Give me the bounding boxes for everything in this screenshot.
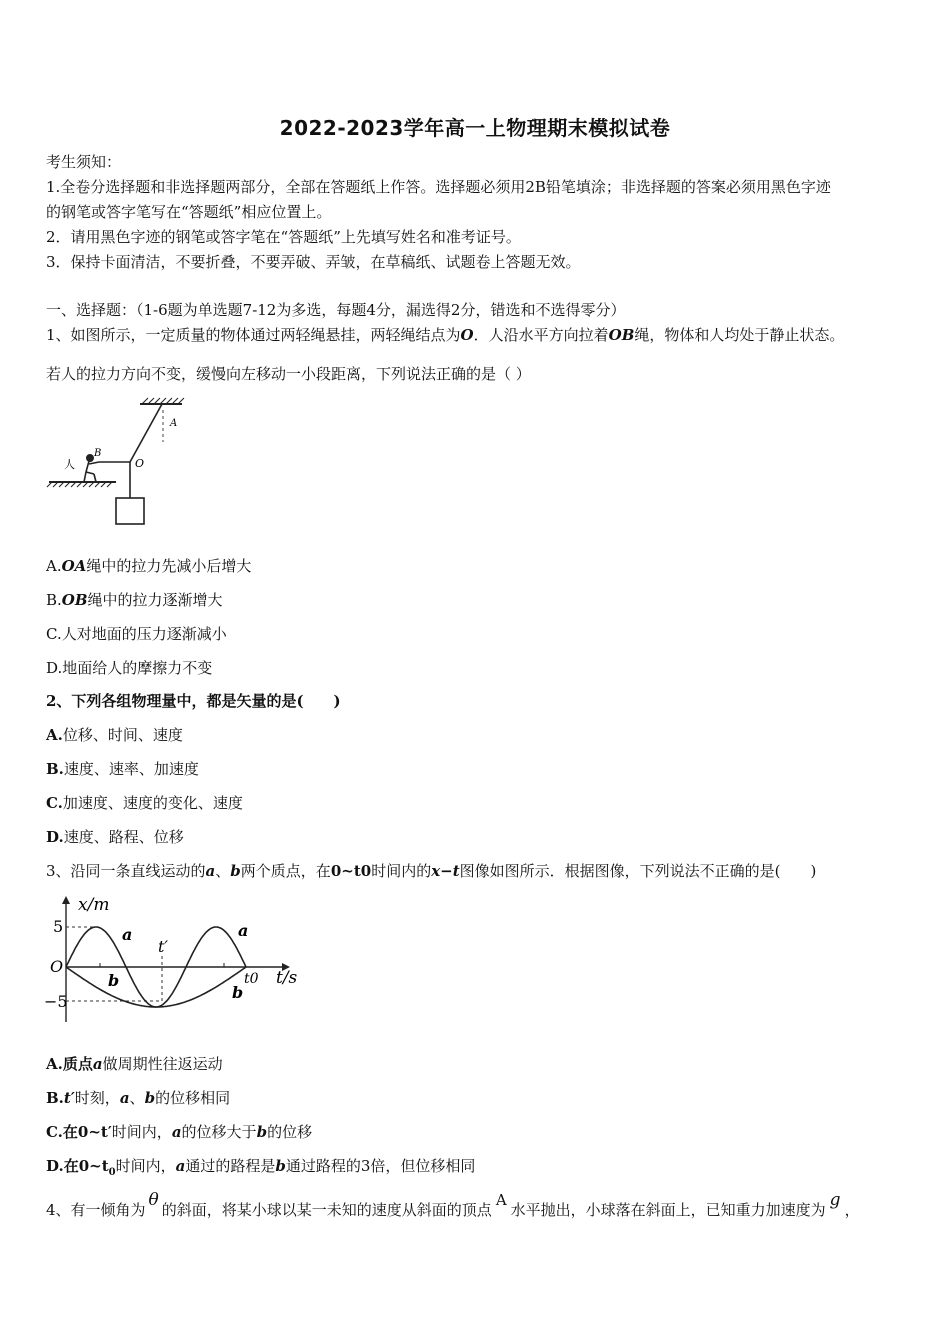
notice-heading: 考生须知： (46, 153, 122, 171)
tick-y-neg5: −5 (44, 992, 68, 1011)
tick-y-5: 5 (53, 917, 64, 936)
tick-t-prime: t′ (158, 937, 169, 956)
q3-option-a: A.质点a做周期性往返运动 (46, 1055, 223, 1073)
q2-option-c: C.加速度、速度的变化、速度 (46, 794, 243, 812)
label-B: B (94, 448, 102, 459)
y-axis-arrow (62, 896, 70, 904)
q1-figure (44, 396, 194, 531)
q2-option-a: A.位移、时间、速度 (46, 726, 183, 744)
page-title: 2022-2023学年高一上物理期末模拟试卷 (279, 116, 671, 140)
q2-option-b: B.速度、速率、加速度 (46, 760, 199, 778)
q3-stem: 3、沿同一条直线运动的a、b两个质点，在0~t0时间内的x−t图像如图所示．根据图像，下列说法不正确的是( ) (46, 862, 817, 880)
label-person: 人 (64, 458, 75, 471)
y-axis-label: x/m (78, 895, 110, 915)
xt-chart (44, 890, 314, 1025)
series-b-label-2: b (232, 983, 244, 1002)
hanging-block (116, 498, 144, 524)
q2-stem: 2、下列各组物理量中，都是矢量的是( ) (46, 692, 341, 710)
q3-option-b: B.t′时刻，a、b的位移相同 (46, 1089, 231, 1107)
q1-option-c: C.人对地面的压力逐渐减小 (46, 625, 227, 643)
tick-origin: O (50, 957, 64, 976)
series-a-label-1: a (122, 925, 133, 944)
tick-t0: t0 (244, 971, 259, 987)
notice-line-1: 1.全卷分选择题和非选择题两部分，全部在答题纸上作答。选择题必须用2B铅笔填涂；非选择题的答案必须用黑色字迹 (46, 178, 831, 196)
q3-option-d: D.在$0\sim t_0$时间内，a通过的路程是b通过路程的3倍，但位移相同 (46, 1157, 476, 1178)
notice-line-1b: 的钢笔或答字笔写在“答题纸”相应位置上。 (46, 203, 332, 221)
q1-stem-line-2: 若人的拉力方向不变，缓慢向左移动一小段距离，下列说法正确的是（ ） (46, 365, 531, 383)
notice-line-2: 2．请用黑色字迹的钢笔或答字笔在“答题纸”上先填写姓名和准考证号。 (46, 228, 521, 246)
section-heading: 一、选择题：（1-6题为单选题7-12为多选，每题4分，漏选得2分，错选和不选得零分） (46, 301, 626, 319)
label-A: A (170, 418, 178, 429)
q1-stem: 1、如图所示，一定质量的物体通过两轻绳悬挂，两轻绳结点为O．人沿水平方向拉着OB绳，物体和人均处于静止状态。 (46, 326, 845, 344)
x-axis-label: t/s (276, 968, 298, 988)
q2-option-d: D.速度、路程、位移 (46, 828, 184, 846)
series-b-label-1: b (108, 971, 120, 990)
q4-stem: 4、有一倾角为 θ 的斜面，将某小球以某一未知的速度从斜面的顶点A水平抛出，小球落在斜面上，已知重力加速度为 g ， (46, 1190, 860, 1219)
q3-option-c: C.在0~t′时间内，a的位移大于b的位移 (46, 1123, 313, 1141)
q1-option-a: A.OA绳中的拉力先减小后增大 (46, 557, 252, 575)
notice-line-3: 3．保持卡面清洁，不要折叠，不要弄破、弄皱，在草稿纸、试题卷上答题无效。 (46, 253, 581, 271)
q1-option-d: D.地面给人的摩擦力不变 (46, 659, 213, 677)
q1-option-b: B.OB绳中的拉力逐渐增大 (46, 591, 223, 609)
series-a-label-2: a (238, 921, 249, 940)
label-O: O (135, 457, 145, 470)
